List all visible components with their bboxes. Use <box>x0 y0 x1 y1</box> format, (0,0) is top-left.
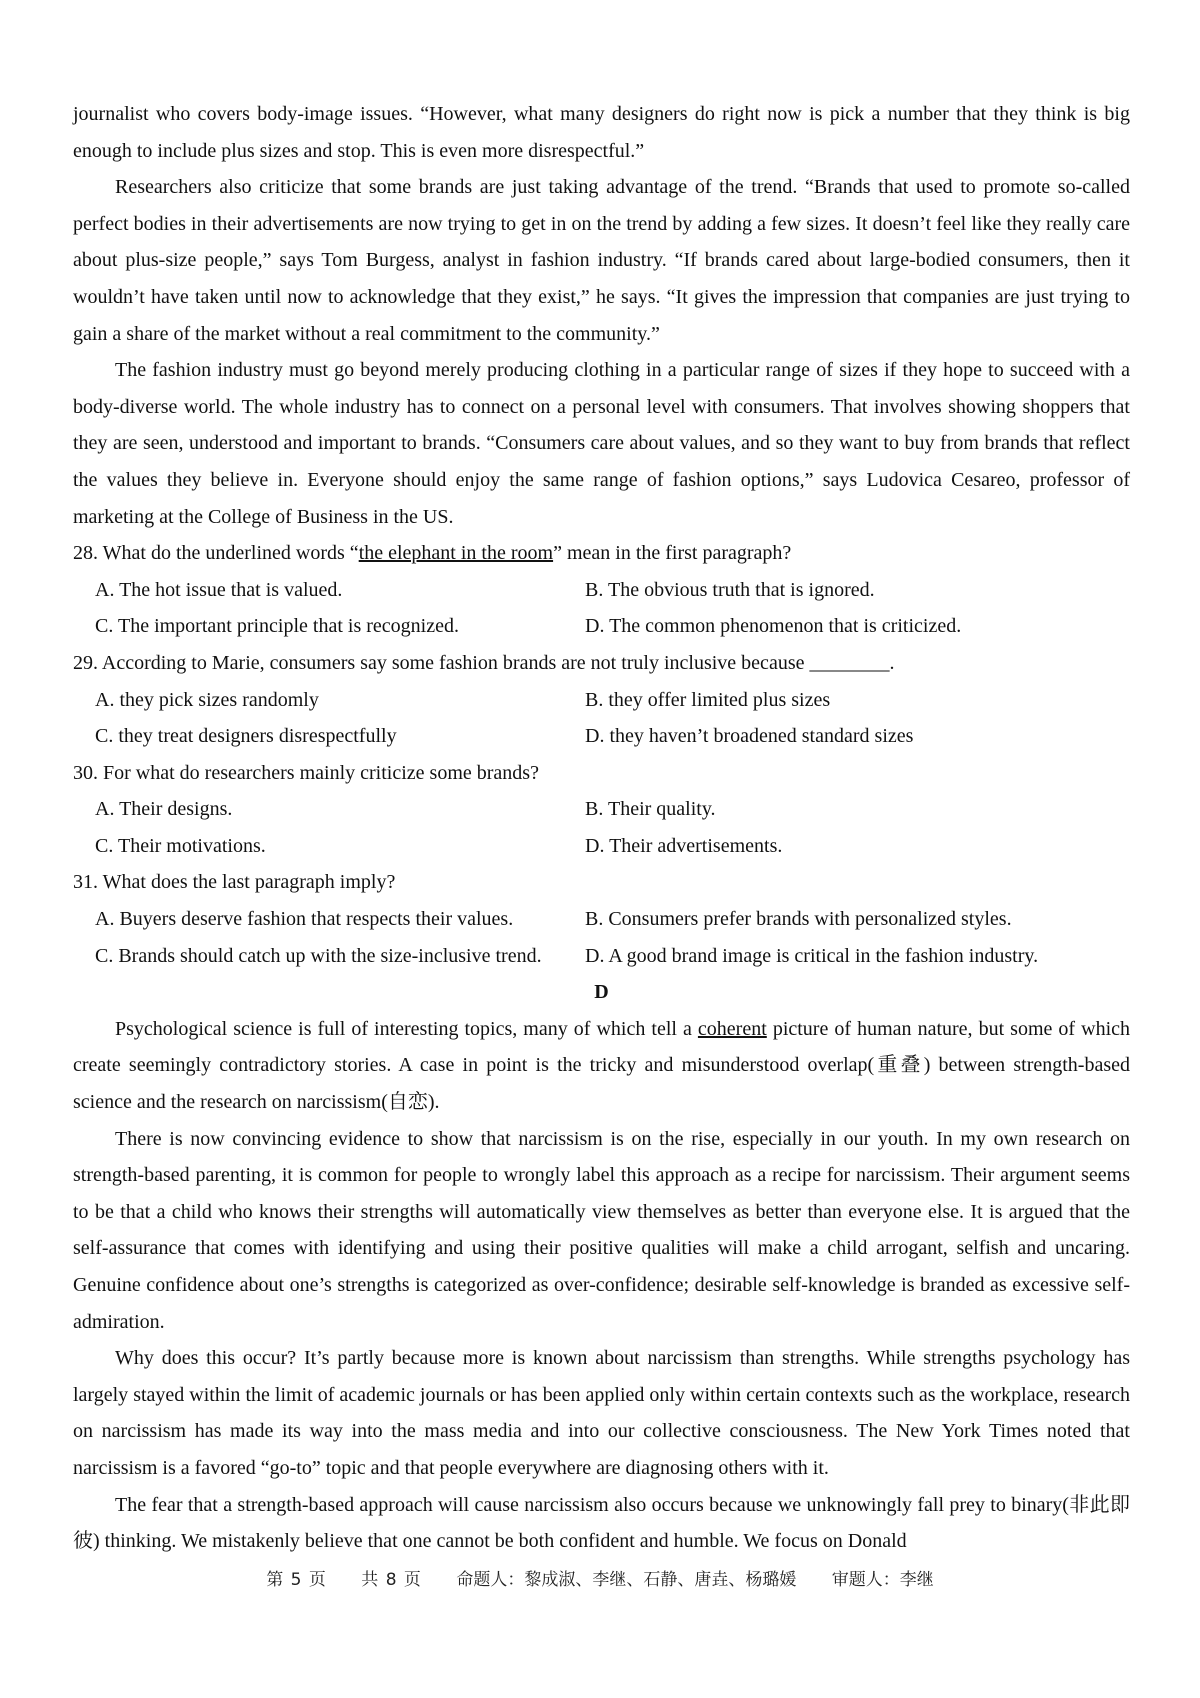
option-31-a: A. Buyers deserve fashion that respects their values. <box>95 908 514 931</box>
option-30-c: C. Their motivations. <box>95 834 266 857</box>
section-d-heading: D <box>594 981 609 1004</box>
option-29-a: A. they pick sizes randomly <box>95 688 319 711</box>
option-30-a: A. Their designs. <box>95 798 233 821</box>
option-29-b: B. they offer limited plus sizes <box>585 688 831 711</box>
passage-d-paragraph-2: There is now convincing evidence to show that narcissism is on the rise, especially in our youth. In my own research on strength-based parenting, it is common for people to wrongly label this approach as a recipe for narcissism. Their argument seems to be that a child who knows their strengths will automatically view themselves as better than everyone else. It is argued that the self-assurance that comes with identifying and using their positive qualities will make a child arrogant, selfish and uncaring. Genuine confidence about one’s strengths is categorized as over-confidence; desirable self-knowledge is branded as excessive self-admiration. <box>73 1127 1130 1333</box>
option-30-d: D. Their advertisements. <box>585 834 783 857</box>
page-number: 第 5 页 <box>266 1570 326 1590</box>
option-28-c: C. The important principle that is recognized. <box>95 615 459 638</box>
option-31-d: D. A good brand image is critical in the fashion industry. <box>585 944 1039 967</box>
page-content <box>73 96 1130 1560</box>
option-29-d: D. they haven’t broadened standard sizes <box>585 725 914 748</box>
page-footer <box>0 1565 1200 1590</box>
question-28-stem <box>73 535 1130 572</box>
question-29-stem: 29. According to Marie, consumers say some fashion brands are not truly inclusive because ________. <box>73 651 895 674</box>
passage-c-paragraph-2: Researchers also criticize that some brands are just taking advantage of the trend. “Brands that used to promote so-called perfect bodies in their advertisements are now trying to get in on the trend by adding a few sizes. It doesn’t feel like they really care about plus-size people,” says Tom Burgess, analyst in fashion industry. “If brands cared about large-bodied consumers, then it wouldn’t have taken until now to acknowledge that they exist,” he says. “It gives the impression that companies are just trying to gain a share of the market without a real commitment to the community.” <box>73 176 1130 345</box>
option-31-b: B. Consumers prefer brands with personalized styles. <box>585 908 1012 931</box>
option-28-a: A. The hot issue that is valued. <box>95 578 343 601</box>
question-authors: 命题人：黎成淑、李继、石静、唐垚、杨璐媛 <box>456 1570 797 1590</box>
total-pages: 共 8 页 <box>361 1570 421 1590</box>
passage-d-p1-after: picture of human nature, but some of which create seemingly contradictory stories. A case in point is the tricky and misunderstood overlap(重叠) between strength-based science and the research on narcissism(自恋). <box>73 1017 1131 1114</box>
underlined-phrase: the elephant in the room <box>358 542 554 565</box>
underlined-word: coherent <box>697 1017 767 1040</box>
option-29-c: C. they treat designers disrespectfully <box>95 725 397 748</box>
passage-c-paragraph-1: journalist who covers body-image issues. “However, what many designers do right now is pick a number that they think is big enough to include plus sizes and stop. This is even more disrespectful.” <box>73 103 1130 162</box>
option-28-d: D. The common phenomenon that is criticized. <box>585 615 962 638</box>
question-29-options <box>73 682 1130 755</box>
passage-d-paragraph-1 <box>73 1011 1130 1121</box>
passage-c-paragraph-3: The fashion industry must go beyond merely producing clothing in a particular range of sizes if they hope to succeed with a body-diverse world. The whole industry has to connect on a personal level with consumers. That involves showing shoppers that they are seen, understood and important to brands. “Consumers care about values, and so they want to buy from brands that reflect the values they believe in. Everyone should enjoy the same range of fashion options,” says Ludovica Cesareo, professor of marketing at the College of Business in the US. <box>73 359 1130 528</box>
passage-d-paragraph-3: Why does this occur? It’s partly because more is known about narcissism than strengths. While strengths psychology has largely stayed within the limit of academic journals or has been applied only within certain contexts such as the workplace, research on narcissism has made its way into the mass media and into our collective consciousness. The New York Times noted that narcissism is a favored “go-to” topic and that people everywhere are diagnosing others with it. <box>73 1347 1130 1479</box>
option-28-b: B. The obvious truth that is ignored. <box>585 578 875 601</box>
reviewer: 审题人：李继 <box>831 1570 934 1590</box>
passage-d-p1-before: Psychological science is full of interesting topics, many of which tell a <box>115 1017 698 1040</box>
question-28-stem-after: ” mean in the first paragraph? <box>553 542 792 565</box>
option-30-b: B. Their quality. <box>585 798 716 821</box>
question-28-stem-before: 28. What do the underlined words “ <box>73 542 359 565</box>
passage-d-paragraph-4: The fear that a strength-based approach will cause narcissism also occurs because we unknowingly fall prey to binary(非此即彼) thinking. We mistakenly believe that one cannot be both confident and humble. We focus on Donald <box>73 1493 1130 1553</box>
question-31-options <box>73 901 1130 974</box>
question-30-options <box>73 791 1130 864</box>
question-30-stem: 30. For what do researchers mainly criticize some brands? <box>73 761 539 784</box>
question-31-stem: 31. What does the last paragraph imply? <box>73 871 396 894</box>
option-31-c: C. Brands should catch up with the size-inclusive trend. <box>95 944 542 967</box>
question-28-options <box>73 572 1130 645</box>
